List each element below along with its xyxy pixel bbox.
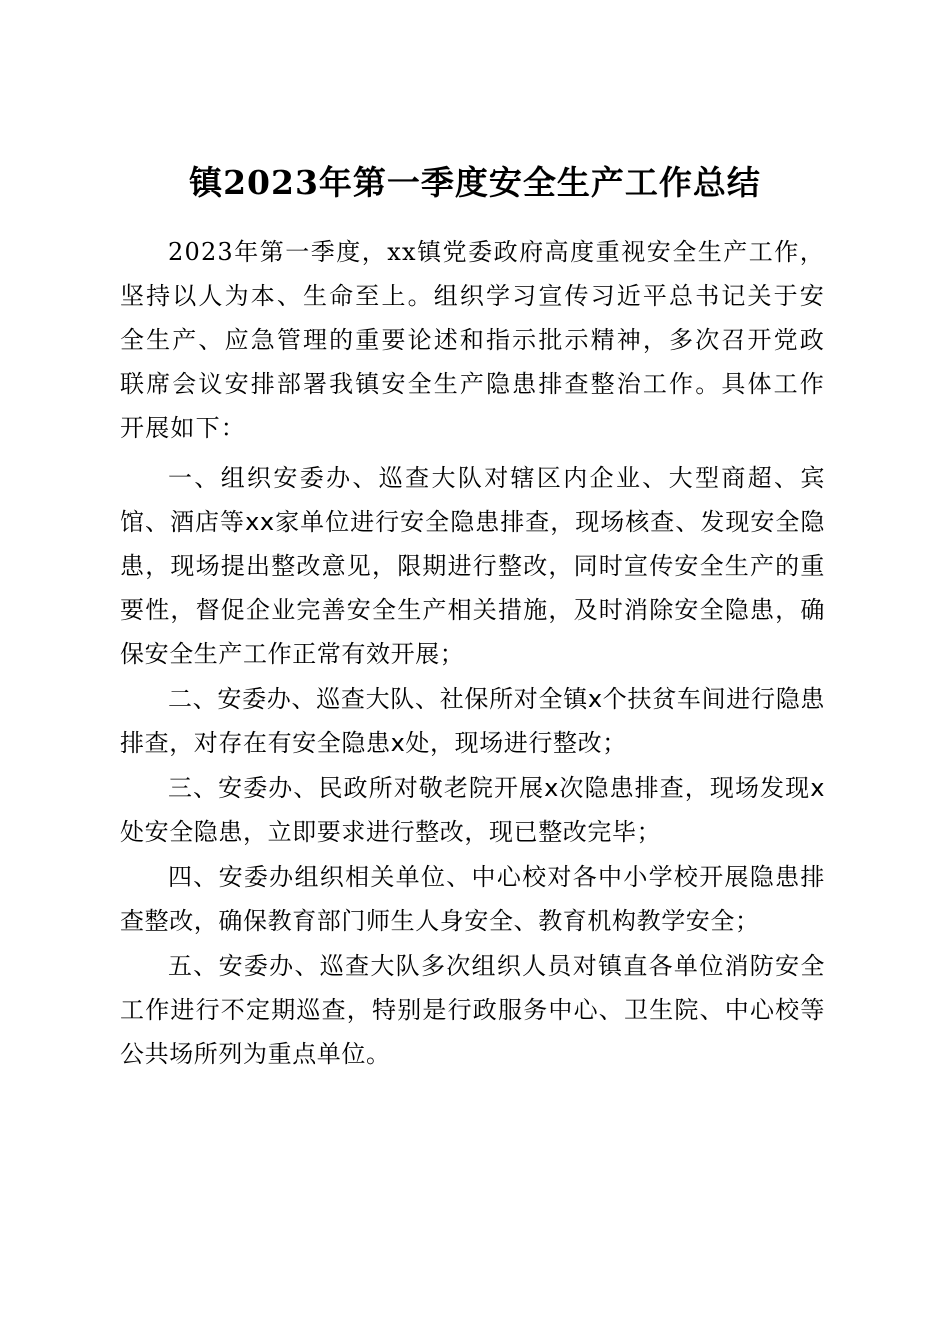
work-item-1: 一、组织安委办、巡查大队对辖区内企业、大型商超、宾馆、酒店等xx家单位进行安全隐患排查，现场核查、发现安全隐患，现场提出整改意见，限期进行整改，同时宣传安全生产的重要性，督促企业完善安全生产相关措施，及时消除安全隐患，确保安全生产工作正常有效开展；	[120, 464, 825, 668]
work-item-3: 三、安委办、民政所对敬老院开展x次隐患排查，现场发现x处安全隐患，立即要求进行整改，现已整改完毕；	[120, 774, 825, 846]
work-item-5: 五、安委办、巡查大队多次组织人员对镇直各单位消防安全工作进行不定期巡查，特别是行政服务中心、卫生院、中心校等公共场所列为重点单位。	[120, 952, 825, 1068]
document-title: 镇2023年第一季度安全生产工作总结	[189, 163, 761, 203]
intro-paragraph: 2023年第一季度，xx镇党委政府高度重视安全生产工作，坚持以人为本、生命至上。组织学习宣传习近平总书记关于安全生产、应急管理的重要论述和指示批示精神，多次召开党政联席会议安排部署我镇安全生产隐患排查整治工作。具体工作开展如下：	[120, 238, 825, 442]
work-item-2: 二、安委办、巡查大队、社保所对全镇x个扶贫车间进行隐患排查，对存在有安全隐患x处，现场进行整改；	[120, 685, 825, 757]
work-item-4: 四、安委办组织相关单位、中心校对各中小学校开展隐患排查整改，确保教育部门师生人身安全、教育机构教学安全；	[120, 863, 825, 935]
